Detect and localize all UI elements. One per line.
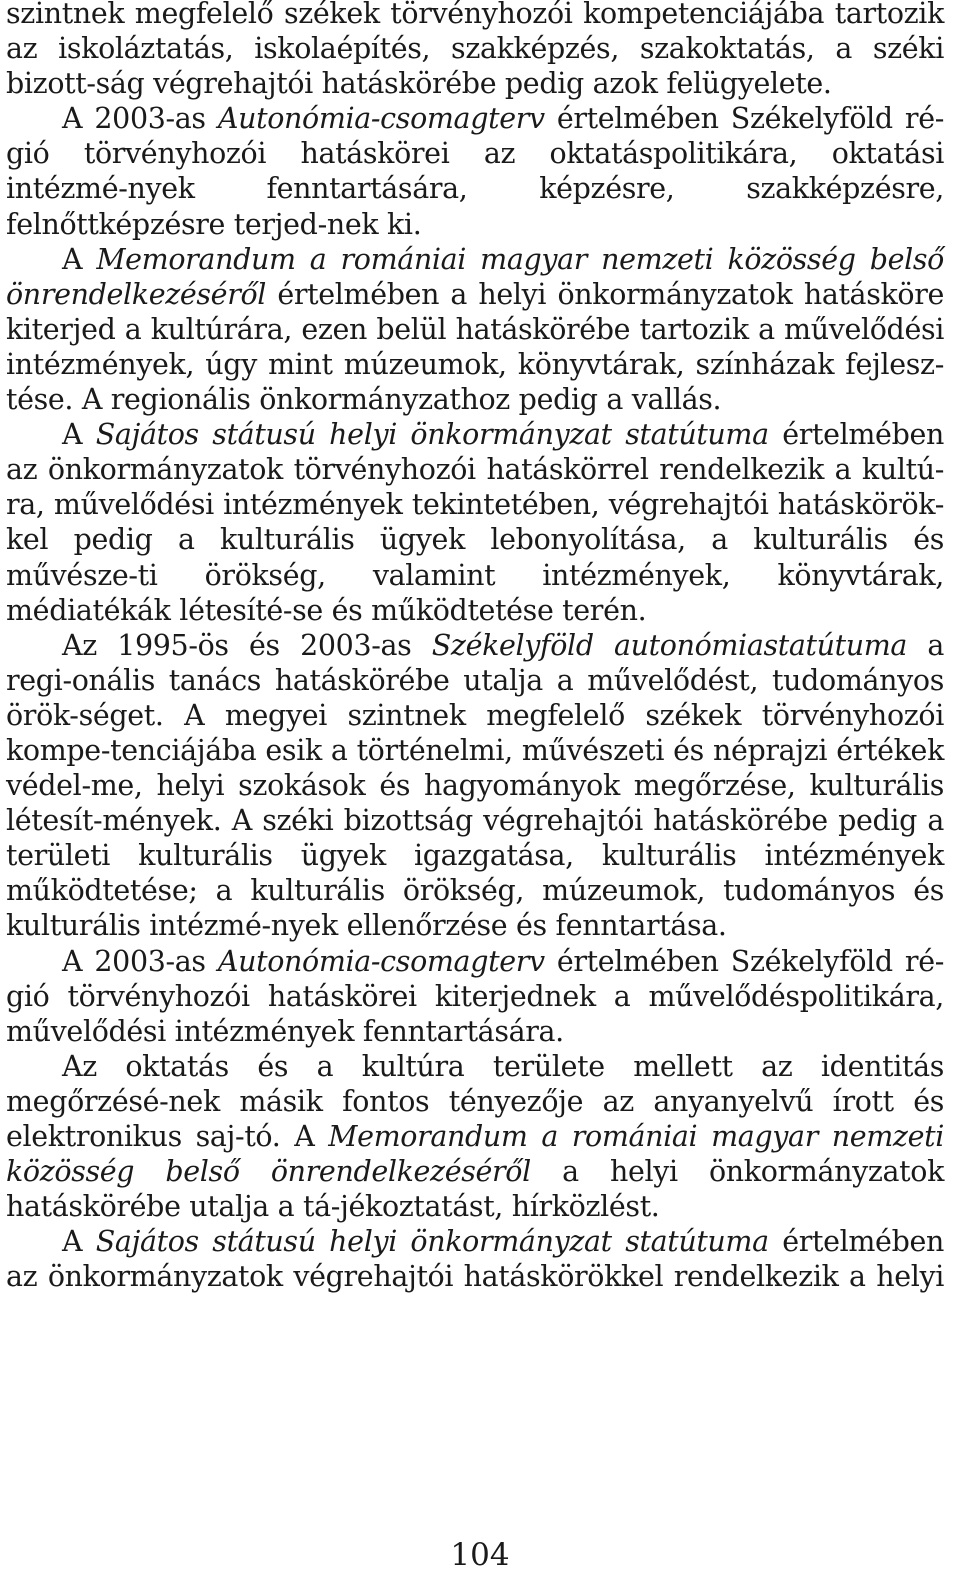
- paragraph: [6, 1224, 944, 1294]
- paragraph: [6, 101, 944, 241]
- body-text: [6, 0, 944, 1294]
- paragraph: [6, 628, 944, 944]
- text-run: A: [62, 418, 96, 452]
- text-run: értelmében az önkormányzatok végrehajtói hatáskörökkel rendelkezik a helyi: [6, 1225, 944, 1294]
- text-run: A 2003-as: [62, 102, 218, 136]
- paragraph: [6, 242, 944, 417]
- italic-title: Autonómia-csomagterv: [217, 944, 545, 978]
- text-run: a regi-onális tanács hatáskörébe utalja a művelődést, tudományos örök-séget. A megyei szintnek megfelelő székek törvényhozói kompe-tenciájába esik a történelmi, művészeti és néprajzi értékek védel-me, helyi szokások és hagyományok megőrzése, kulturális létesít-mények. A széki bizottság végrehajtói hatáskörébe pedig a területi kulturális ügyek igazgatása, kulturális intézmények működtetése; a kulturális örökség, múzeumok, tudományos és kulturális intézmé-nyek ellenőrzése és fenntartása.: [6, 628, 944, 943]
- italic-title: Székelyföld autonómiastatútuma: [431, 628, 908, 662]
- text-run: A: [62, 242, 97, 276]
- text-run: a helyi önkormányzatok hatáskörébe utalja a tá-jékoztatást, hírközlést.: [6, 1155, 944, 1224]
- text-run: A 2003-as: [62, 944, 218, 978]
- page-number: 104: [450, 1537, 510, 1573]
- italic-title: Memorandum a romániai magyar nemzeti közösség belső önrendelkezéséről: [6, 1120, 944, 1189]
- text-run: értelmében a helyi önkormányzatok hatásköre kiterjed a kultúrára, ezen belül hatáskörébe tartozik a művelődési intézmények, úgy mint múzeumok, könyvtárak, színházak fejlesz-tése. A regionális önkormányzathoz pedig a vallás.: [6, 277, 944, 417]
- italic-title: Memorandum a romániai magyar nemzeti közösség belső önrendelkezéséről: [6, 242, 944, 311]
- italic-title: Autonómia-csomagterv: [217, 102, 545, 136]
- text-run: A: [62, 1225, 96, 1259]
- paragraph: [6, 1049, 944, 1224]
- italic-title: Sajátos státusú helyi önkormányzat statútuma: [95, 418, 769, 452]
- text-run: értelmében Székelyföld ré-gió törvényhozói hatáskörei az oktatáspolitikára, oktatási intézmé-nyek fenntartására, képzésre, szakképzésre, felnőttképzésre terjed-nek ki.: [6, 102, 944, 241]
- text-run: szintnek megfelelő székek törvényhozói kompetenciájába tartozik az iskoláztatás, iskolaépítés, szakképzés, szakoktatás, a széki bizott-ság végrehajtói hatáskörébe pedig azok felügyelete.: [6, 0, 944, 101]
- paragraph: [6, 417, 944, 628]
- text-run: Az 1995-ös és 2003-as: [62, 628, 432, 662]
- paragraph: [6, 944, 944, 1049]
- text-run: értelmében az önkormányzatok törvényhozói hatáskörrel rendelkezik a kultú-ra, művelődési intézmények tekintetében, végrehajtói hatáskörök-kel pedig a kulturális ügyek lebonyolítása, a kulturális és művésze-ti örökség, valamint intézmények, könyvtárak, médiatékák létesíté-se és működtetése terén.: [6, 418, 944, 627]
- text-run: Az oktatás és a kultúra területe mellett az identitás megőrzésé-nek másik fontos tényezője az anyanyelvű írott és elektronikus saj-tó. A: [6, 1049, 944, 1153]
- text-run: értelmében Székelyföld ré-gió törvényhozói hatáskörei kiterjednek a művelődéspolitikára, művelődési intézmények fenntartására.: [6, 944, 944, 1048]
- paragraph: [6, 0, 944, 101]
- italic-title: Sajátos státusú helyi önkormányzat statútuma: [95, 1225, 769, 1259]
